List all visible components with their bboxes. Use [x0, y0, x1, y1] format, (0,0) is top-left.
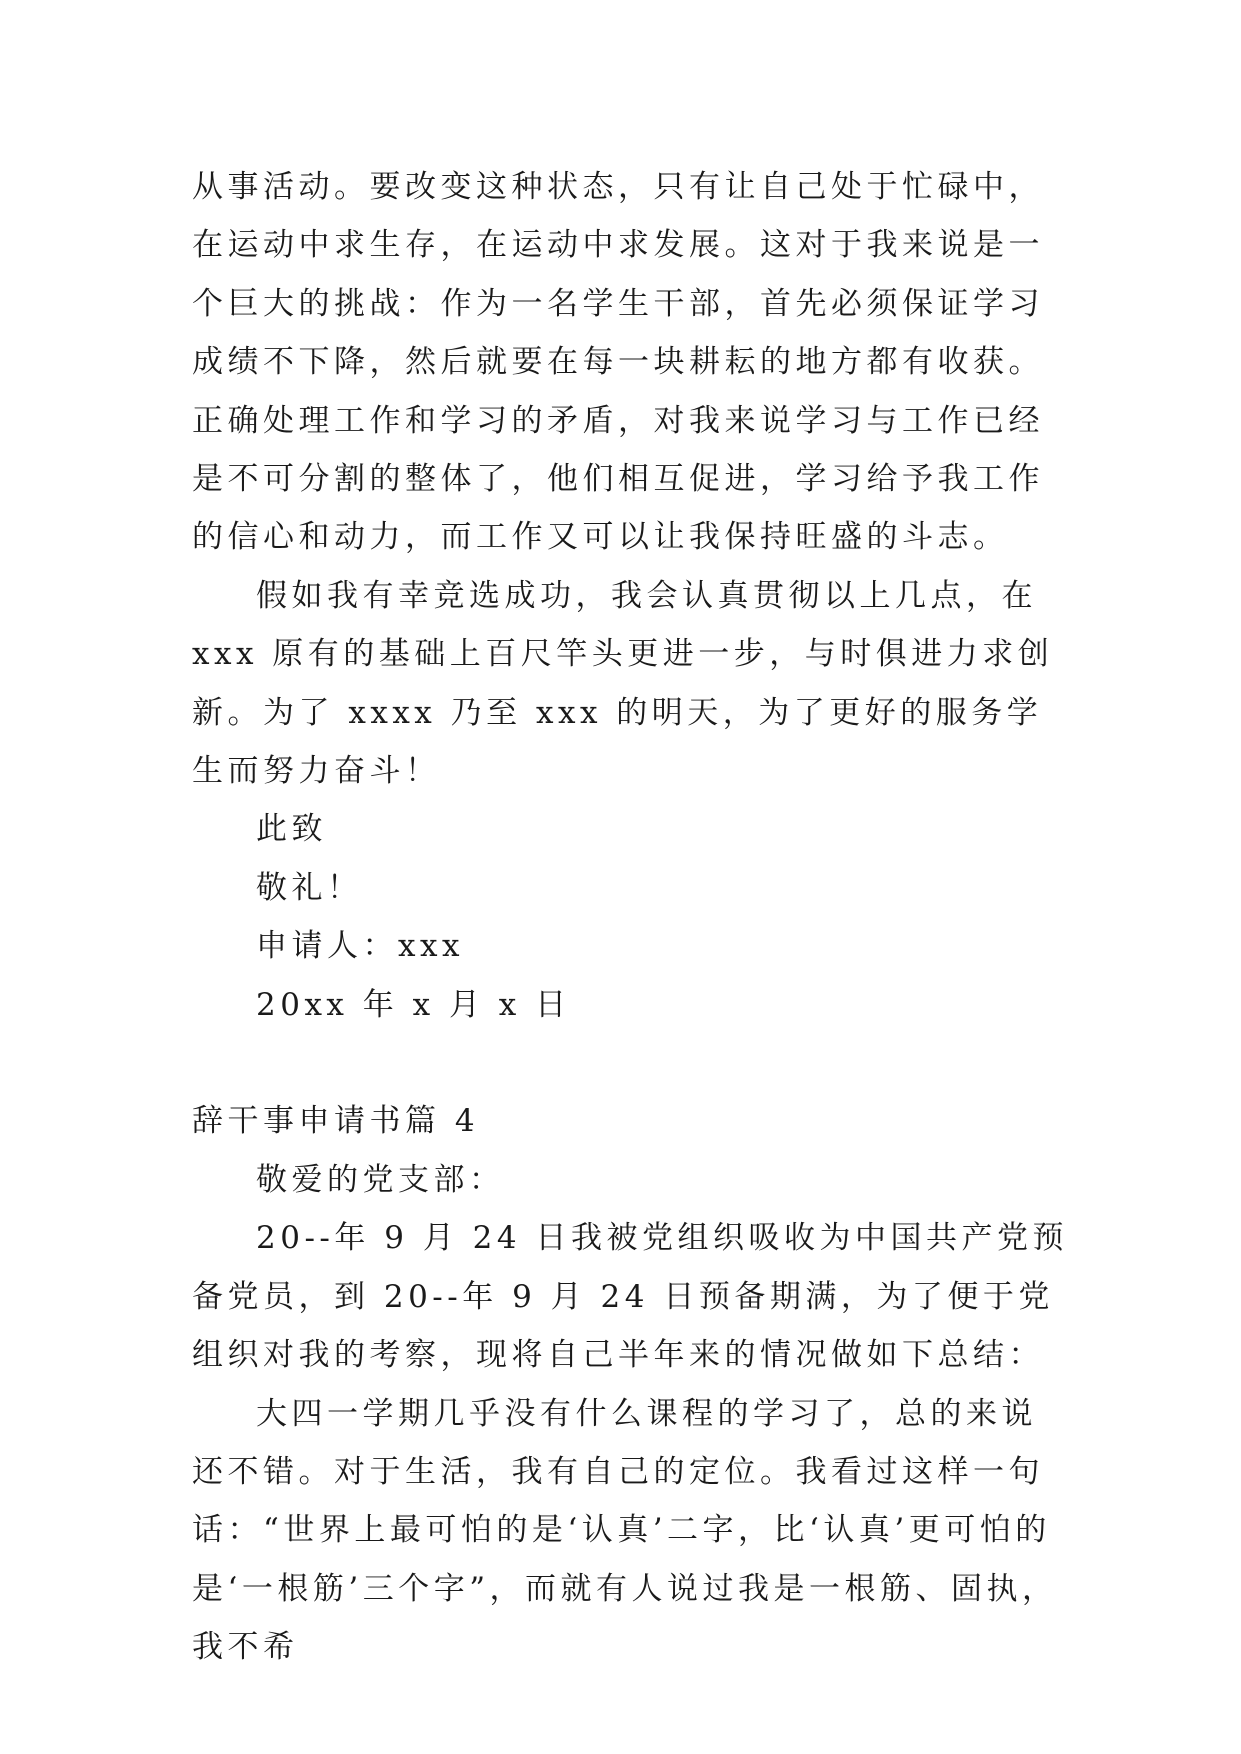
salutation: 敬爱的党支部：: [256, 1161, 505, 1198]
date-line: 20xx 年 x 月 x 日: [256, 986, 571, 1023]
section-spacer: [192, 1034, 1072, 1092]
continuation-paragraph: 从事活动。要改变这种状态，只有让自己处于忙碌中，在运动中求生存，在运动中求发展。这对于我来说是一个巨大的挑战：作为一名学生干部，首先必须保证学习成绩不下降，然后就要在每一块耕耘的地方都有收获。正确处理工作和学习的矛盾，对我来说学习与工作已经是不可分割的整体了，他们相互促进，学习给予我工作的信心和动力，而工作又可以让我保持旺盛的斗志。: [192, 169, 1044, 556]
closing-line-2: 敬礼！: [256, 869, 363, 906]
section-title: 辞干事申请书篇 4: [192, 1103, 480, 1140]
campaign-paragraph: 假如我有幸竞选成功，我会认真贯彻以上几点，在 xxx 原有的基础上百尺竿头更进一步，与时俱进力求创新。为了 xxxx 乃至 xxx 的明天，为了更好的服务学生而努力奋斗！: [192, 577, 1054, 790]
senior-year-paragraph: 大四一学期几乎没有什么课程的学习了，总的来说还不错。对于生活，我有自己的定位。我看过这样一句话：“世界上最可怕的是‘认真’二字，比‘认真’更可怕的是‘一根筋’三个字”，而就有人说过我是一根筋、固执，我不希: [192, 1395, 1058, 1666]
applicant-line: 申请人：xxx: [256, 928, 464, 965]
document-body: [192, 158, 1072, 1677]
membership-paragraph: 20--年 9 月 24 日我被党组织吸收为中国共产党预备党员，到 20--年 9 月 24 日预备期满，为了便于党组织对我的考察，现将自己半年来的情况做如下总结：: [192, 1220, 1068, 1374]
closing-line-1: 此致: [256, 811, 327, 848]
